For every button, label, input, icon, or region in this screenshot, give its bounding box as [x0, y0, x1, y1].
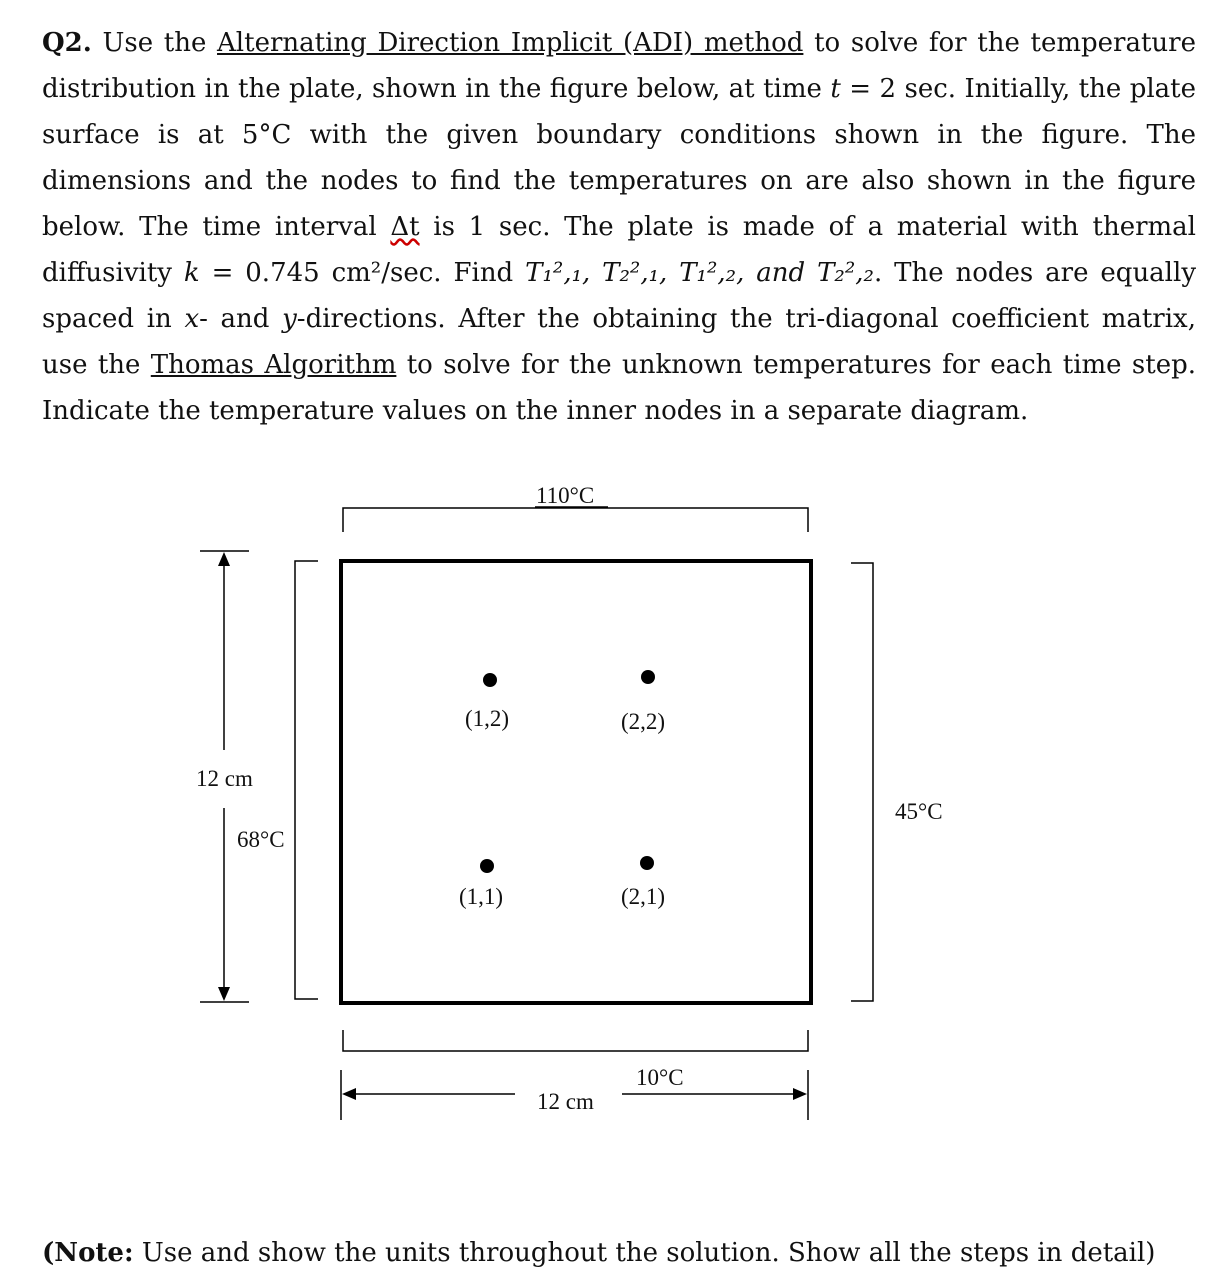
top-boundary-temp: 110°C: [536, 483, 595, 508]
right-bracket: [851, 563, 873, 1001]
bottom-boundary-temp: 10°C: [636, 1065, 684, 1090]
question-text: Q2. Use the Alternating Direction Implicit (ADI) method to solve for the temperature distribution in the plate, shown in the figure below, at time t = 2 sec. Initially, the plate surface is at 5°C with the given boundary conditions shown in the figure. The dimensions and the nodes to find the temperatures on are also shown in the figure below. The time interval Δt is 1 sec. The plate is made of a material with thermal diffusivity k = 0.745 cm²/sec. Find T₁²,₁, T₂²,₁, T₁²,₂, and T₂²,₂. The nodes are equally spaced in x- and y-directions. After the obtaining the tri-diagonal coefficient matrix, use the Thomas Algorithm to solve for the unknown temperatures for each time step. Indicate the temperature values on the inner nodes in a separate diagram.: [42, 28, 1197, 426]
height-dimension-label: 12 cm: [196, 766, 253, 791]
node-label-1-1: (1,1): [459, 884, 504, 909]
unknown-temperatures: T₁²,₁, T₂²,₁, T₁²,₂, and T₂²,₂: [525, 258, 874, 288]
left-boundary-temp: 68°C: [237, 827, 285, 852]
time-variable: t: [830, 74, 841, 104]
note-text: (Note: Use and show the units throughout the solution. Show all the steps in detail): [42, 1238, 1156, 1268]
width-dimension-label: 12 cm: [537, 1089, 594, 1114]
node-dot-1-1: [480, 859, 494, 873]
node-label-2-1: (2,1): [621, 884, 666, 909]
note-label: (Note:: [42, 1238, 134, 1268]
delta-t: Δt: [390, 212, 420, 242]
node-dot-2-1: [640, 856, 654, 870]
plate-square: [341, 561, 811, 1003]
node-dot-2-2: [641, 670, 655, 684]
adi-method-link[interactable]: Alternating Direction Implicit (ADI) method: [217, 28, 804, 58]
question-number: Q2.: [42, 28, 92, 58]
top-bracket: [343, 508, 808, 532]
node-label-1-2: (1,2): [465, 706, 510, 731]
thomas-algorithm-link[interactable]: Thomas Algorithm: [150, 350, 397, 380]
right-boundary-temp: 45°C: [895, 799, 943, 824]
k-variable: k: [183, 258, 200, 288]
bottom-bracket: [343, 1030, 808, 1051]
node-dot-1-2: [483, 673, 497, 687]
node-label-2-2: (2,2): [621, 709, 666, 734]
left-bracket: [295, 561, 318, 999]
